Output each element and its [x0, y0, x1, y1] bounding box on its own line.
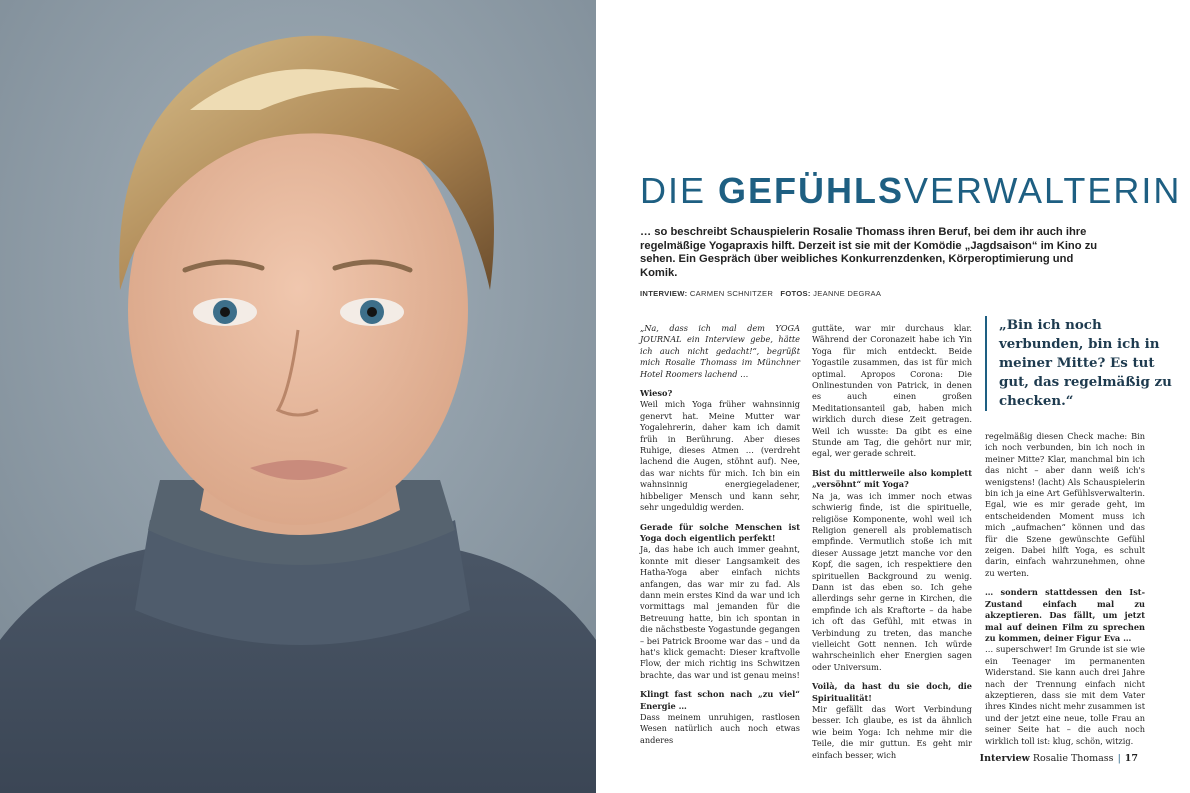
- credits: [640, 289, 881, 298]
- article-page: [596, 0, 1190, 793]
- photos-name: JEANNE DEGRAA: [813, 289, 882, 298]
- footer-separator: |: [1117, 753, 1121, 764]
- answer: regelmäßig diesen Check mache: Bin ich noch verbunden, bin ich noch in meiner Mitte? Klar, manchmal bin ich das nicht – aber dann weiß ich's wenigstens! (lacht) Als Schauspielerin bin ich ja eine Art Gefühlsverwalterin. Egal, wie es mir gerade geht, im entscheidenden Moment muss ich mich „aufmachen“ können und das für die Szene gewünschte Gefühl zeigen. Dabei hilft Yoga, es schult darin, einfach wahrzunehmen, ohne zu werten.: [985, 431, 1145, 578]
- question: Gerade für solche Menschen ist Yoga doch eigentlich perfekt!: [640, 521, 800, 543]
- column-3: [985, 431, 1145, 755]
- interview-name: CARMEN SCHNITZER: [689, 289, 774, 298]
- photos-label: FOTOS:: [780, 289, 811, 298]
- intro-text: … so beschreibt Schauspielerin Rosalie Thomass ihren Beruf, bei dem ihr auch ihre regelmäßige Yogapraxis hilft. Derzeit ist sie mit der Komödie „Jagdsaison“ im Kino zu sehen. Ein Gespräch über weibliches Konkurrenzdenken, Körperoptimierung und Komik.: [640, 226, 1098, 279]
- question: Klingt fast schon nach „zu viel“ Energie …: [640, 689, 800, 711]
- pull-quote: „Bin ich noch verbunden, bin ich in meiner Mitte? Es tut gut, das regelmäßig zu checken.“: [985, 316, 1174, 411]
- answer: guttäte, war mir durchaus klar. Während der Coronazeit habe ich Yin Yoga für mich entdeckt. Beide Yogastile zusammen, das ist für mich optimal. Apropos Corona: Die Onlinestunden von Patrick, in denen es auch einen großen Meditationsanteil gab, haben mich wirklich durch diese Zeit getragen. Weil ich wusste: Da gibt es eine Stunde am Tag, die gehört nur mir, egal, wer gerade schreit.: [812, 323, 972, 459]
- lead-paragraph: „Na, dass ich mal dem YOGA JOURNAL ein Interview gebe, hätte ich auch nicht gedacht!“, begrüßt mich Rosalie Thomass im Münchner Hotel Roomers lachend …: [640, 323, 800, 379]
- answer: Dass meinem unruhigen, rastlosen Wesen natürlich auch noch etwas anderes: [640, 712, 800, 745]
- answer: … superschwer! Im Grunde ist sie wie ein Teenager im permanenten Widerstand. Sie kann auch drei Jahre nach der Trennung einfach nicht akzeptieren, dass sie mit dem Vater ihres Kindes nicht mehr zusammen ist und der jetzt eine neue, tolle Frau an seiner Seite hat – die auch noch wirklich toll ist: klug, schön, witzig.: [985, 644, 1145, 746]
- answer: Ja, das habe ich auch immer geahnt, konnte mit dieser Langsamkeit des Hatha-Yoga aber einfach nichts anfangen, das war mir zu fad. Als dann mein erstes Kind da war und ich vormittags mal jemanden für die Betreuung hatte, bin ich spontan in die nächstbeste Yogastunde gegangen – bei Patrick Broome war das – und da hat's klick gemacht: Dieser kraftvolle Flow, der mich richtig ins Schwitzen brachte, das war und ist genau meins!: [640, 544, 800, 680]
- column-2: [812, 323, 972, 769]
- interview-label: INTERVIEW:: [640, 289, 688, 298]
- footer-section: Interview: [979, 753, 1030, 764]
- question: Voilà, da hast du sie doch, die Spiritualität!: [812, 681, 972, 703]
- article-title: [640, 170, 1181, 212]
- answer: Weil mich Yoga früher wahnsinnig genervt hat. Meine Mutter war Yogalehrerin, daher kam ich damit früh in Berührung. Aber dieses Ruhige, dieses Atmen … (verdreht lachend die Augen, stöhnt auf). Nee, das war nichts für mich. Ich bin ein wahnsinnig energiegeladener, hibbeliger Mensch und kann sehr, sehr ungeduldig werden.: [640, 399, 800, 513]
- page-footer: [980, 753, 1138, 764]
- answer: Mir gefällt das Wort Verbindung besser. Ich glaube, es ist da ähnlich wie beim Yoga: Ich nehme mir die Teile, die mir guttun. Es geht mir einfach besser, wich: [812, 704, 972, 760]
- question: … sondern stattdessen den Ist-Zustand einfach mal zu akzeptieren. Das fällt, um jetzt mal auf deinen Film zu sprechen zu kommen, deiner Figur Eva …: [985, 587, 1145, 643]
- title-part-2: VERWALTERIN: [904, 170, 1182, 211]
- title-part-1: DIE: [640, 170, 719, 211]
- question: Wieso?: [640, 388, 673, 399]
- column-1: [640, 323, 800, 754]
- footer-name: Rosalie Thomass: [1032, 753, 1114, 764]
- title-bold: GEFÜHLS: [718, 170, 905, 211]
- page-number: 17: [1124, 753, 1138, 764]
- question: Bist du mittlerweile also komplett „versöhnt“ mit Yoga?: [812, 467, 972, 490]
- answer: Na ja, was ich immer noch etwas schwierig finde, ist die spirituelle, religiöse Komponente, wohl weil ich Religion generell als problematisch empfinde. Vermutlich stoße ich mit dieser Aussage jetzt manche vor den Kopf, die sagen, ich respektiere den spirituellen Background zu wenig. Dann ist das eben so. Ich gehe allerdings sehr gerne in Kirchen, die empfinde ich als Kraftorte – da habe ich oft das Gefühl, mit etwas in Verbindung zu treten, das manche vielleicht Gott nennen. Ich würde wahrscheinlich eher Energien sagen oder Universum.: [812, 490, 972, 672]
